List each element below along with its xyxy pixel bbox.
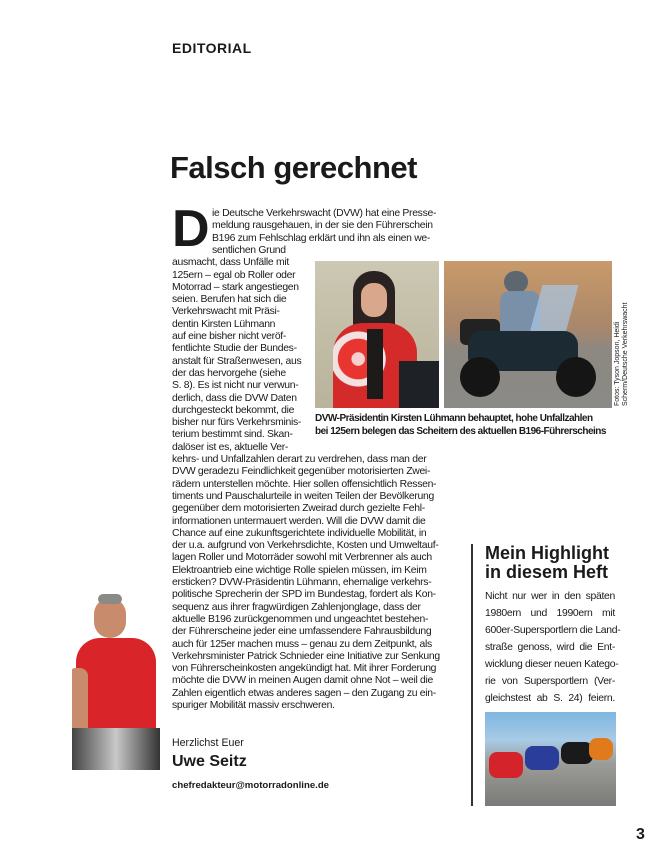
text-line: sequenz aus ihrer fragwürdigen Zahlenjonglage, dass der xyxy=(172,601,421,613)
text-line: ausmacht, dass Unfälle mit xyxy=(172,257,289,269)
text-line: fentlichte Studie der Bundes- xyxy=(172,343,297,355)
photo-scooter-rider xyxy=(444,261,612,408)
headline: Falsch gerechnet xyxy=(170,150,417,185)
page-number: 3 xyxy=(636,826,645,843)
author-email[interactable]: chefredakteur@motorradonline.de xyxy=(172,780,330,791)
text-line: der Führerscheine jeder eine umfassendere Fahrausbildung xyxy=(172,626,432,638)
text-line: ie Deutsche Verkehrswacht (DVW) hat eine Presse- xyxy=(212,208,437,219)
text-line: gleichstest ab S. 24) feiern. xyxy=(485,693,615,704)
text-line: dentin Kirsten Lühmann xyxy=(172,318,276,330)
photo-kirsten-luehmann xyxy=(315,261,439,408)
text-line: gegenüber dem motorisierten Zweirad durch gezielte Fehl- xyxy=(172,503,425,515)
text-line: 125ern – egal ob Roller oder xyxy=(172,269,296,281)
section-label: EDITORIAL xyxy=(172,40,252,56)
text-line: lagen Roller und Motorräder sowohl mit Verbrenner als auch xyxy=(172,552,432,564)
text-line: Zahlen eigentlich etwas anderes sagen – den Zugang zu ein- xyxy=(172,687,436,699)
text-line: Chance auf eine zukunftsgerichtete individuelle Mobilität, in xyxy=(172,527,427,539)
text-line: der das hervorgehe (siehe xyxy=(172,367,286,379)
text-line: Motorrad – stark angestiegen xyxy=(172,281,299,293)
text-line: anstalt für Straßenwesen, aus xyxy=(172,355,302,367)
text-line: kehrs- und Unfallzahlen derart zu verdrehen, dass man der xyxy=(172,454,427,465)
text-line: rie von Supersportlern (Ver- xyxy=(485,676,615,687)
text-line: der u.a. aufgrund von Verkehrsdichte, Kosten und Umweltauf- xyxy=(172,540,439,552)
text-line: S. 8). Es ist nicht nur verwun- xyxy=(172,380,299,392)
text-line: Nicht nur wer in den späten xyxy=(485,591,615,602)
greeting: Herzlichst Euer xyxy=(172,737,244,749)
text-line: durchgesteckt bekommt, die xyxy=(172,404,295,416)
author-name: Uwe Seitz xyxy=(172,753,247,770)
text-line: meldung rausgehauen, in der sie den Führerschein xyxy=(212,220,433,232)
text-line: aktuelle B196 zurückgenommen und ungeachtet bestehen- xyxy=(172,613,429,625)
text-line: DVW geradezu Feindlichkeit gegenüber motorisierten Zwei- xyxy=(172,466,431,478)
caption-line: bei 125ern belegen das Scheitern des aktuellen B196-Führerscheins xyxy=(315,426,606,437)
text-line: dalöser ist es, aktuelle Ver- xyxy=(172,441,289,453)
photo-supersport-bikes xyxy=(485,712,616,806)
drop-cap: D xyxy=(172,200,210,258)
text-line: timents und Pauschalurteile in weiten Teilen der Bevölkerung xyxy=(172,490,434,502)
text-line: 1980ern und 1990ern mit xyxy=(485,608,615,619)
text-line: bisher nur fürs Verkehrsminis- xyxy=(172,417,302,429)
text-line: möchte die DVW in meinen Augen damit ohne Not – weil die xyxy=(172,675,434,687)
text-line: rädern unterstellen möchte. Hier sollen offensichtlich Ressen- xyxy=(172,478,437,490)
sidebar-heading-line: Mein Highlight xyxy=(485,543,609,563)
sidebar-divider xyxy=(471,544,473,806)
photo-caption xyxy=(315,412,606,438)
sidebar-heading xyxy=(485,544,609,582)
text-line: B196 zum Fehlschlag erklärt und ihn als einen we- xyxy=(212,232,431,244)
text-line: wicklung dieser neuen Katego- xyxy=(485,659,619,670)
text-line: von Führerscheinkosten angekündigt hat. Mit ihrer Forderung xyxy=(172,663,437,675)
text-line: Verkehrswacht mit Präsi- xyxy=(172,306,280,318)
text-line: Elektroantrieb eine wichtige Rolle spielen müssen, im Keim xyxy=(172,564,427,576)
text-line: 600er-Supersportlern die Land- xyxy=(485,625,621,636)
text-line: terium bestimmt sind. Skan- xyxy=(172,429,293,441)
caption-line: DVW-Präsidentin Kirsten Lühmann behauptet, hohe Unfallzahlen xyxy=(315,413,593,424)
text-line: derlich, dass die DVW Daten xyxy=(172,392,297,404)
text-line: ersticken? DVW-Präsidentin Lühmann, ehemalige verkehrs- xyxy=(172,577,432,588)
text-line: seien. Berufen hat sich die xyxy=(172,294,287,306)
text-line: Verkehrsminister Patrick Schnieder eine Initiative zur Senkung xyxy=(172,650,440,662)
text-line: straße genoss, wird die Ent- xyxy=(485,642,615,653)
text-line: informationen untermauert werden. Will die DVW damit die xyxy=(172,515,426,527)
photo-credit: Fotos: Tyson Jopson, Heidi Scherm/Deutsche Verkehrswacht xyxy=(614,302,629,406)
text-line: sentlichen Grund xyxy=(212,244,286,256)
photo-uwe-seitz xyxy=(72,588,160,770)
text-line: auch für 125er machen muss – genau zu dem Zeitpunkt, als xyxy=(172,638,432,650)
text-line: spuriger Mobilität massiv erschweren. xyxy=(172,700,335,711)
text-line: auf eine bisher nicht veröf- xyxy=(172,331,287,342)
sidebar-heading-line: in diesem Heft xyxy=(485,562,609,582)
text-line: politische Sprecherin der SPD im Bundestag, fordert als Kon- xyxy=(172,589,436,601)
